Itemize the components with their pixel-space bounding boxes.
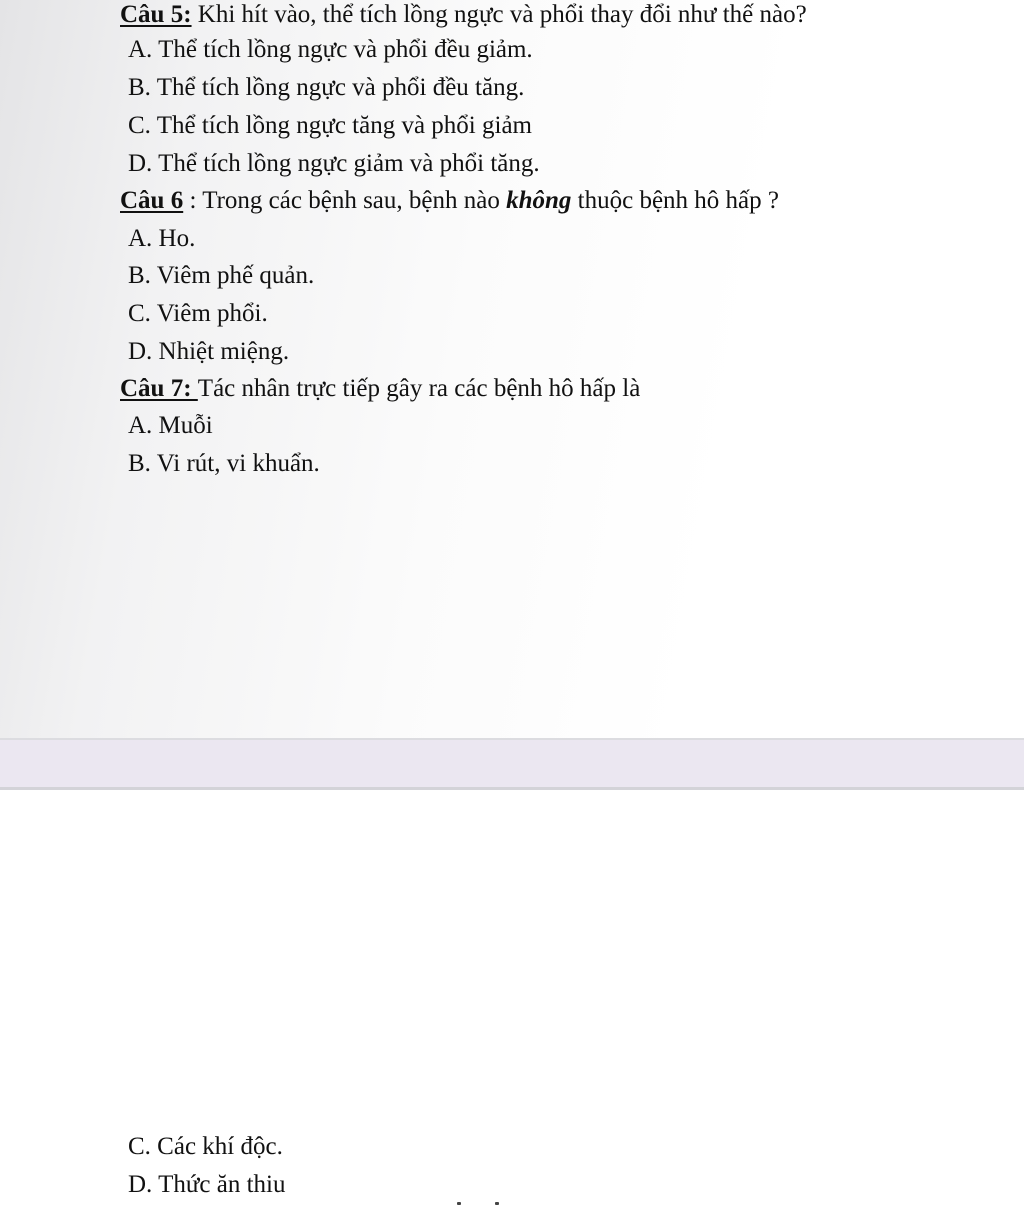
question-6-text-after: thuộc bệnh hô hấp ? [571,187,779,214]
question-7-stem [120,374,640,404]
question-7-option-a: A. Muỗi [128,412,213,439]
question-7-option-d: D. Thức ăn thiu [128,1171,286,1198]
page-separator [0,738,1024,790]
question-6-option-d: D. Nhiệt miệng. [128,338,290,365]
question-5-option-b: B. Thể tích lồng ngực và phổi đều tăng. [128,74,525,101]
question-5-label: Câu 5: [120,1,192,28]
question-6-label: Câu 6 [120,187,184,214]
question-5-option-c: C. Thể tích lồng ngực tăng và phổi giảm [128,112,532,139]
question-5-stem [120,0,807,30]
question-5-option-d: D. Thể tích lồng ngực giảm và phổi tăng. [128,150,540,177]
question-6-option-b: B. Viêm phế quản. [128,262,315,289]
question-6-text-before: : Trong các bệnh sau, bệnh nào [183,187,507,214]
question-6-option-c: C. Viêm phổi. [128,300,268,327]
question-5-text: Khi hít vào, thể tích lồng ngực và phổi thay đổi như thế nào? [191,1,807,28]
question-7-option-b: B. Vi rút, vi khuẩn. [128,450,320,477]
question-6-option-a: A. Ho. [128,225,196,252]
question-7-label: Câu 7: [120,375,198,402]
question-6-stem [120,186,779,216]
question-7-option-c: C. Các khí độc. [128,1133,283,1160]
question-6-emphasis: không [506,187,572,214]
question-7-text: Tác nhân trực tiếp gây ra các bệnh hô hấp là [197,375,641,402]
text-fragment-mark [495,1202,499,1205]
text-fragment-mark [457,1202,461,1205]
question-5-option-a: A. Thể tích lồng ngực và phổi đều giảm. [128,36,533,63]
cut-off-line-fragment [0,1198,1024,1207]
